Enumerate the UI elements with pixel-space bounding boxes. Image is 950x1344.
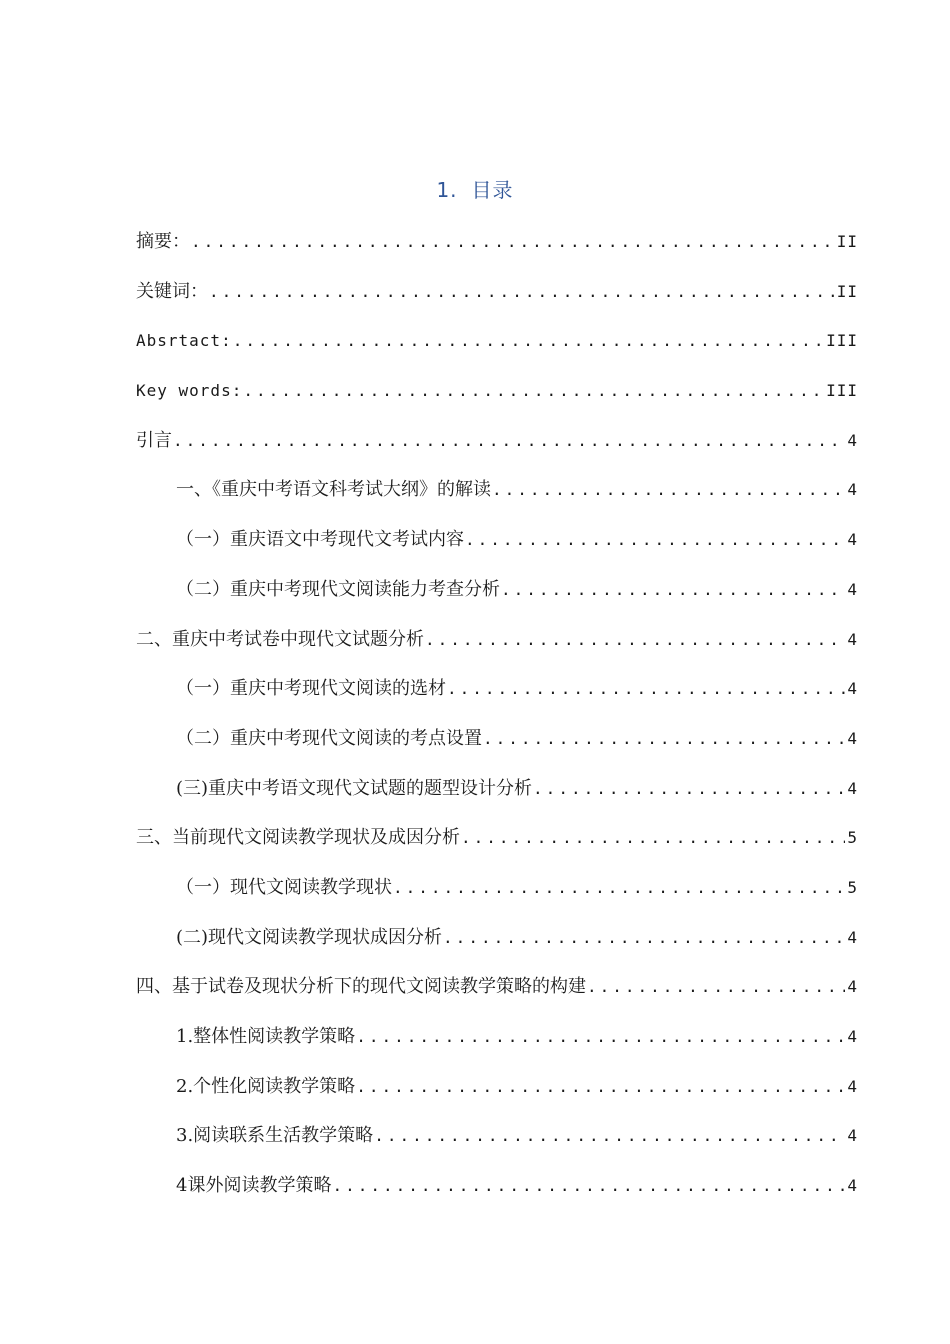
toc-entry[interactable] [136, 923, 858, 973]
toc-entry[interactable] [136, 823, 858, 873]
toc-dot-leader [501, 575, 845, 605]
toc-entry-page-number: III [826, 331, 858, 351]
toc-dot-leader [483, 724, 845, 754]
toc-entry[interactable] [136, 1072, 858, 1122]
toc-heading [0, 174, 950, 203]
toc-entry[interactable] [136, 674, 858, 724]
toc-entry-page-number: 4 [847, 1126, 858, 1146]
toc-entry-label: Absrtact: [136, 331, 232, 351]
toc-entry[interactable] [136, 873, 858, 923]
toc-entry-page-number: II [836, 232, 858, 251]
toc-dot-leader [533, 774, 845, 804]
toc-entry-page-number: 4 [847, 1027, 858, 1046]
toc-entry[interactable] [136, 426, 858, 476]
toc-entry-label: 3.阅读联系生活教学策略 [176, 1125, 374, 1147]
toc-entry[interactable] [136, 376, 858, 426]
toc-entry[interactable] [136, 1022, 858, 1072]
toc-heading-number: 1. [436, 178, 458, 202]
toc-entry-label: （一）重庆中考现代文阅读的选材 [176, 678, 446, 700]
toc-entry-label: 4课外阅读教学策略 [176, 1175, 332, 1197]
toc-entry-page-number: 4 [847, 927, 858, 947]
toc-entry-page-number: 4 [847, 430, 858, 450]
toc-entry[interactable] [136, 227, 858, 277]
toc-dot-leader [191, 227, 835, 257]
toc-entry-label: （二）重庆中考现代文阅读的考点设置 [176, 727, 482, 749]
toc-entry-page-number: 5 [847, 877, 858, 897]
toc-dot-leader [393, 873, 845, 903]
toc-entry-page-number: 4 [847, 480, 858, 500]
toc-entry-label: 三、当前现代文阅读教学现状及成因分析 [136, 827, 460, 849]
toc-entry[interactable] [136, 475, 858, 525]
toc-entry[interactable] [136, 972, 858, 1022]
toc-dot-leader [233, 326, 824, 356]
toc-entry-label: （二）重庆中考现代文阅读能力考查分析 [176, 578, 500, 600]
toc-dot-leader [173, 426, 845, 456]
toc-list [136, 227, 858, 1221]
toc-dot-leader [356, 1072, 845, 1102]
toc-entry[interactable] [136, 1171, 858, 1221]
toc-entry-page-number: II [836, 281, 858, 301]
toc-entry-page-number: 5 [847, 828, 858, 848]
toc-entry-label: 关键词： [136, 280, 208, 302]
toc-dot-leader [465, 525, 845, 555]
toc-entry-page-number: 4 [847, 530, 858, 550]
toc-dot-leader [492, 475, 845, 505]
toc-entry-label: （一）现代文阅读教学现状 [176, 876, 392, 898]
toc-dot-leader [461, 823, 845, 853]
toc-entry-label: （一）重庆语文中考现代文考试内容 [176, 529, 464, 551]
toc-entry[interactable] [136, 774, 858, 824]
toc-entry-page-number: 4 [847, 977, 858, 997]
toc-entry-label: (三)重庆中考语文现代文试题的题型设计分析 [176, 777, 533, 799]
toc-entry[interactable] [136, 625, 858, 675]
toc-entry[interactable] [136, 326, 858, 376]
toc-entry-label: 二、重庆中考试卷中现代文试题分析 [136, 628, 424, 650]
toc-entry-page-number: 4 [847, 629, 858, 649]
toc-entry-label: 摘要： [136, 231, 190, 252]
toc-dot-leader [356, 1022, 845, 1052]
toc-entry-page-number: 4 [847, 778, 858, 798]
toc-entry-page-number: III [826, 381, 858, 401]
toc-entry[interactable] [136, 277, 858, 327]
toc-entry-label: Key words: [136, 381, 243, 401]
toc-dot-leader [587, 972, 845, 1002]
toc-dot-leader [243, 376, 824, 406]
toc-entry-page-number: 4 [847, 679, 858, 699]
toc-entry-label: 一、《重庆中考语文科考试大纲》的解读 [176, 479, 491, 501]
toc-dot-leader [209, 277, 835, 307]
toc-entry[interactable] [136, 575, 858, 625]
toc-entry[interactable] [136, 1121, 858, 1171]
toc-entry-label: 引言 [136, 429, 172, 451]
toc-entry-label: (二)现代文阅读教学现状成因分析 [176, 926, 443, 948]
toc-dot-leader [332, 1171, 845, 1201]
toc-entry-label: 1.整体性阅读教学策略 [176, 1026, 356, 1047]
toc-dot-leader [447, 674, 845, 704]
toc-entry-label: 四、基于试卷及现状分析下的现代文阅读教学策略的构建 [136, 976, 586, 998]
toc-dot-leader [374, 1121, 845, 1151]
toc-entry-page-number: 4 [847, 1176, 858, 1196]
toc-dot-leader [425, 625, 845, 655]
toc-entry-page-number: 4 [847, 728, 858, 748]
toc-entry-page-number: 4 [847, 1076, 858, 1096]
toc-entry-label: 2.个性化阅读教学策略 [176, 1075, 356, 1097]
toc-heading-title: 目录 [471, 178, 514, 202]
toc-entry[interactable] [136, 724, 858, 774]
toc-dot-leader [443, 923, 845, 953]
toc-entry[interactable] [136, 525, 858, 575]
toc-entry-page-number: 4 [847, 579, 858, 599]
